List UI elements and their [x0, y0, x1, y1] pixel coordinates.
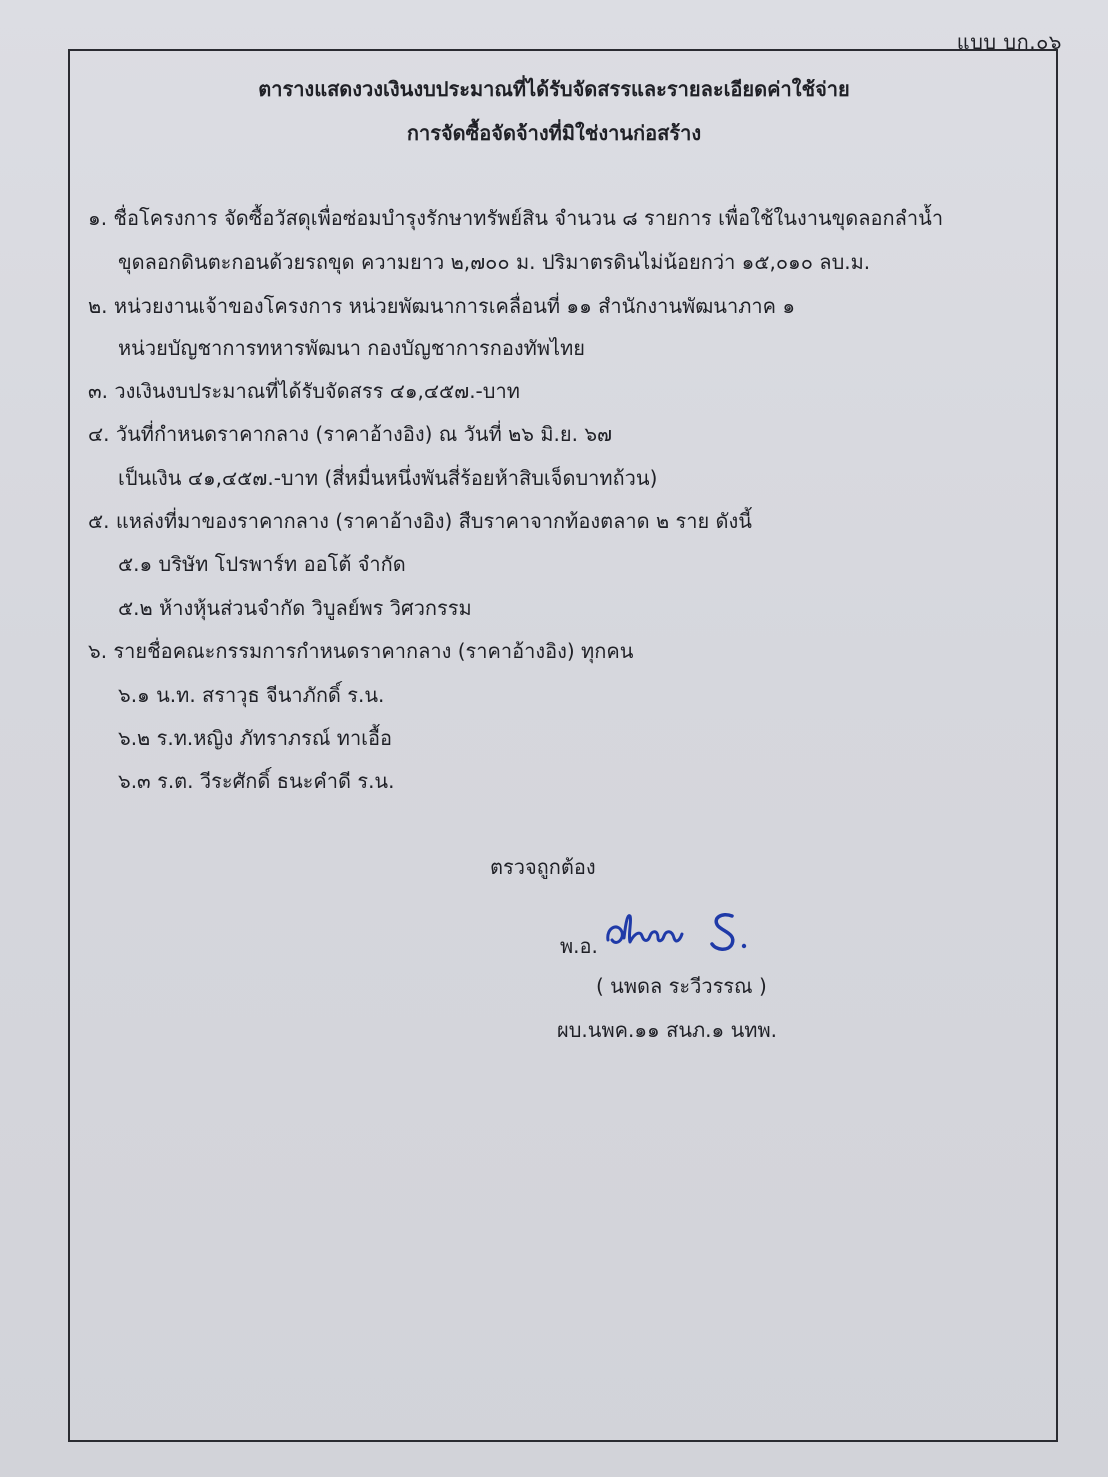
item-1-line-2: ขุดลอกดินตะกอนด้วยรถขุด ความยาว ๒,๗๐๐ ม. ปริมาตรดินไม่น้อยกว่า ๑๕,๐๑๐ ลบ.ม.: [118, 250, 871, 274]
item-5-2: ๕.๒ ห้างหุ้นส่วนจำกัด วิบูลย์พร วิศวกรรม: [118, 596, 472, 620]
item-6-2: ๖.๒ ร.ท.หญิง ภัทราภรณ์ ทาเอื้อ: [118, 726, 393, 750]
form-code: แบบ บก.๐๖: [956, 30, 1062, 54]
item-4-line-2: เป็นเงิน ๔๑,๔๕๗.-บาท (สี่หมื่นหนึ่งพันสี่ร้อยห้าสิบเจ็ดบาทถ้วน): [118, 466, 658, 490]
signer-position: ผบ.นพค.๑๑ สนภ.๑ นทพ.: [557, 1018, 777, 1042]
document-subtitle: การจัดซื้อจัดจ้างที่มิใช่งานก่อสร้าง: [406, 121, 702, 145]
item-5: ๕. แหล่งที่มาของราคากลาง (ราคาอ้างอิง) สืบราคาจากท้องตลาด ๒ ราย ดังนี้: [88, 509, 752, 533]
handwritten-signature: [604, 904, 764, 964]
item-2-line-1: ๒. หน่วยงานเจ้าของโครงการ หน่วยพัฒนาการเคลื่อนที่ ๑๑ สำนักงานพัฒนาภาค ๑: [88, 294, 796, 318]
item-5-1: ๕.๑ บริษัท โปรพาร์ท ออโต้ จำกัด: [118, 552, 406, 576]
verified-label: ตรวจถูกต้อง: [490, 855, 596, 879]
item-4-line-1: ๔. วันที่กำหนดราคากลาง (ราคาอ้างอิง) ณ วันที่ ๒๖ มิ.ย. ๖๗: [88, 422, 613, 446]
item-1-line-1: ๑. ชื่อโครงการ จัดซื้อวัสดุเพื่อซ่อมบำรุงรักษาทรัพย์สิน จำนวน ๘ รายการ เพื่อใช้ในงานขุดลอกลำน้ำ: [88, 206, 944, 230]
item-6-3: ๖.๓ ร.ต. วีระศักดิ์ ธนะคำดี ร.น.: [118, 769, 395, 793]
signer-name: ( นพดล ระวีวรรณ ): [596, 974, 767, 998]
item-6: ๖. รายชื่อคณะกรรมการกำหนดราคากลาง (ราคาอ้างอิง) ทุกคน: [88, 639, 634, 663]
item-3: ๓. วงเงินงบประมาณที่ได้รับจัดสรร ๔๑,๔๕๗.-บาท: [88, 379, 520, 403]
document-title: ตารางแสดงวงเงินงบประมาณที่ได้รับจัดสรรและรายละเอียดค่าใช้จ่าย: [258, 77, 850, 101]
item-2-line-2: หน่วยบัญชาการทหารพัฒนา กองบัญชาการกองทัพไทย: [118, 336, 586, 360]
item-6-1: ๖.๑ น.ท. สราวุธ จีนาภักดิ์ ร.น.: [118, 683, 385, 707]
signer-rank: พ.อ.: [560, 934, 598, 958]
